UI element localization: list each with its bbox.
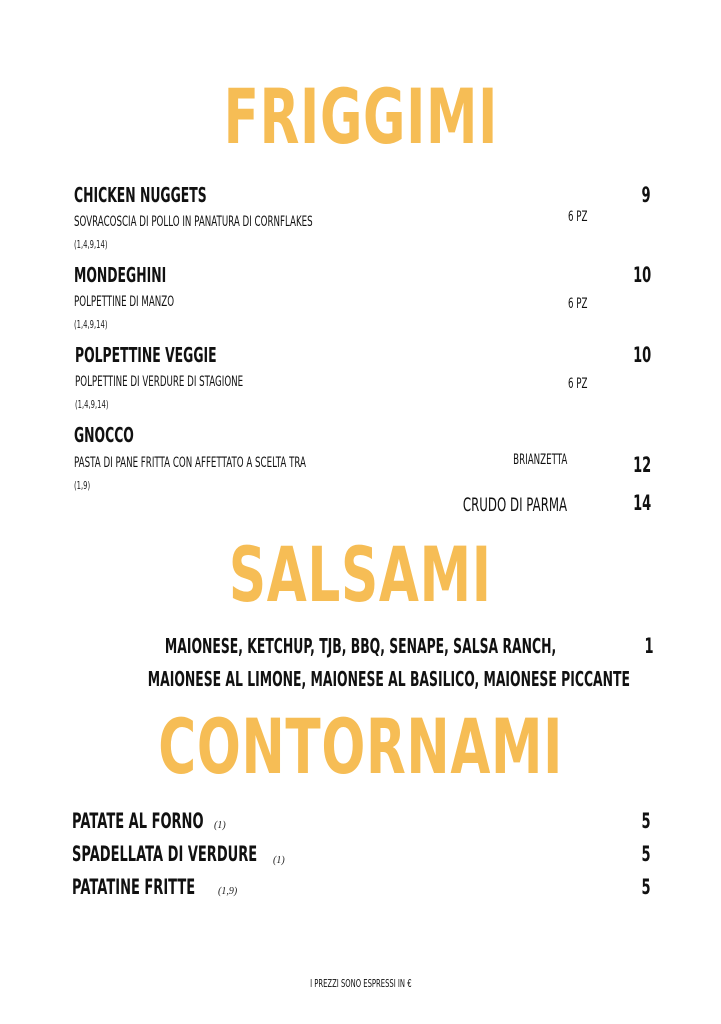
item-quantity: 6 PZ (568, 209, 588, 225)
item-name: POLPETTINE VEGGIE (75, 343, 217, 367)
side-price: 5 (641, 875, 651, 899)
item-price: 10 (632, 263, 651, 287)
side-name: PATATINE FRITTE (72, 875, 196, 899)
item-quantity: 6 PZ (568, 296, 588, 312)
option-crudo-di-parma: CRUDO DI PARMA (462, 494, 567, 516)
item-name: CHICKEN NUGGETS (74, 183, 207, 207)
side-name: PATATE AL FORNO (72, 809, 204, 833)
item-allergens: (1,4,9,14) (74, 238, 108, 251)
item-description: SOVRACOSCIA DI POLLO IN PANATURA DI CORNFLAKES (74, 214, 313, 230)
side-price: 5 (641, 809, 651, 833)
side-allergens: (1) (214, 820, 226, 831)
option-price: 12 (632, 453, 651, 477)
item-price: 10 (632, 343, 651, 367)
sauce-list-line2: MAIONESE AL LIMONE, MAIONESE AL BASILICO, MAIONESE PICCANTE (147, 667, 630, 691)
item-allergens: (1,4,9,14) (74, 318, 108, 331)
item-price: 9 (641, 183, 651, 207)
section-title-salsami: SALSAMI (229, 530, 492, 619)
item-name: MONDEGHINI (74, 263, 167, 287)
item-name: GNOCCO (74, 423, 134, 447)
sauce-price: 1 (644, 634, 654, 658)
footer-note: I PREZZI SONO ESPRESSI IN € (309, 977, 412, 990)
item-description: POLPETTINE DI VERDURE DI STAGIONE (75, 374, 244, 390)
side-allergens: (1) (273, 855, 285, 866)
sauce-list-line1: MAIONESE, KETCHUP, TJB, BBQ, SENAPE, SALSA RANCH, (164, 634, 557, 658)
item-description: POLPETTINE DI MANZO (74, 294, 175, 310)
section-title-friggimi: FRIGGIMI (223, 72, 498, 161)
section-title-contornami: CONTORNAMI (158, 702, 563, 791)
side-price: 5 (641, 842, 651, 866)
side-name: SPADELLATA DI VERDURE (72, 842, 258, 866)
item-description: PASTA DI PANE FRITTA CON AFFETTATO A SCELTA TRA (74, 455, 306, 471)
option-brianzetta: BRIANZETTA (512, 452, 567, 468)
side-allergens: (1,9) (218, 886, 238, 897)
item-allergens: (1,4,9,14) (75, 398, 109, 411)
option-price: 14 (632, 491, 651, 515)
item-allergens: (1,9) (74, 479, 91, 492)
item-quantity: 6 PZ (568, 376, 588, 392)
